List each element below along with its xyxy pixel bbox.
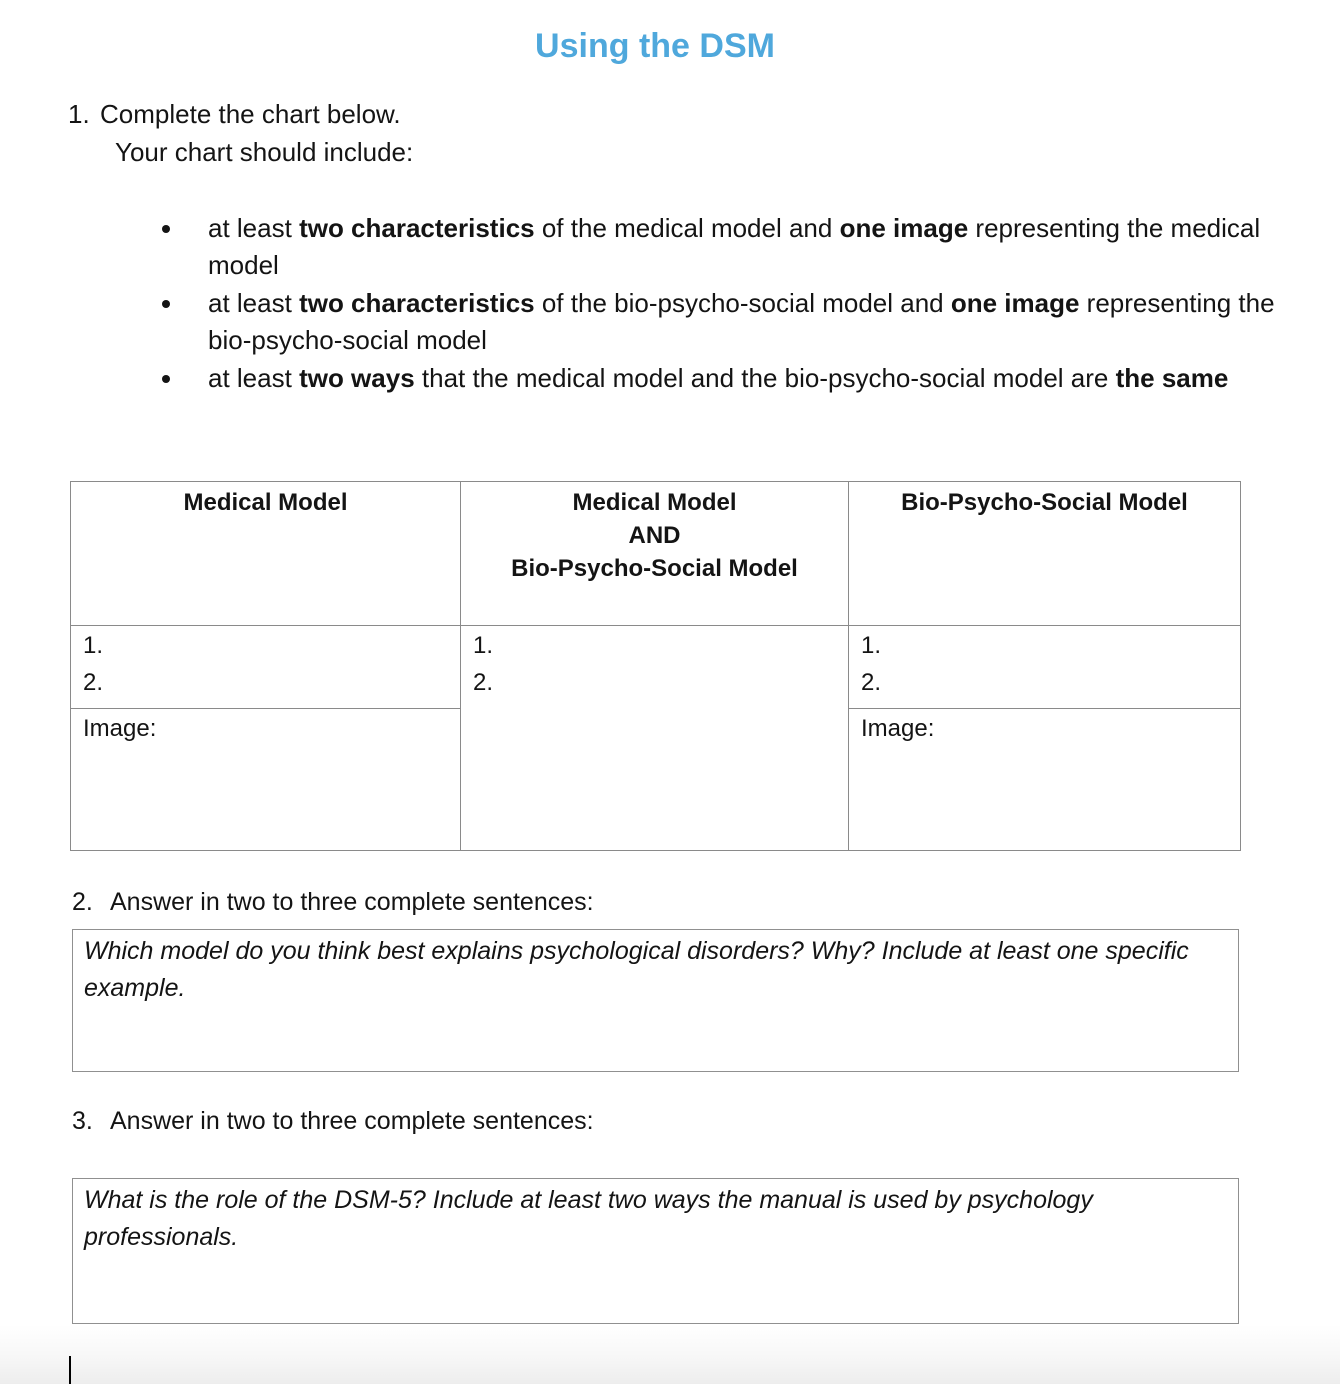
cell-biopsychosocial-image[interactable] (849, 709, 1241, 851)
image-label: Image: (83, 715, 157, 742)
list-item: 1. (861, 632, 882, 659)
cell-medical-characteristics[interactable] (71, 626, 461, 709)
header-cell-medical-model: Medical Model (71, 482, 461, 626)
text-cursor (69, 1356, 71, 1384)
header-cell-both-models: Medical Model AND Bio-Psycho-Social Model (461, 482, 849, 626)
question2-prompt: Which model do you think best explains psychological disorders? Why? Include at least one specific example. (84, 937, 1189, 1002)
question2-answer-box[interactable] (72, 929, 1239, 1072)
cell-shared-characteristics[interactable] (461, 626, 849, 851)
question3-prompt: What is the role of the DSM-5? Include at least two ways the manual is used by psychology professionals. (84, 1186, 1093, 1251)
instructions-number: 1. (68, 99, 90, 129)
question3-answer-box[interactable] (72, 1178, 1239, 1324)
question3-label (72, 1104, 594, 1138)
cell-biopsychosocial-characteristics[interactable] (849, 626, 1241, 709)
list-item: 2. (83, 669, 104, 696)
question3-label-text: Answer in two to three complete sentences: (110, 1107, 594, 1135)
list-item: 1. (473, 632, 494, 659)
image-label: Image: (861, 715, 935, 742)
instructions-heading-text: Complete the chart below. (100, 99, 401, 129)
instructions-heading (68, 95, 413, 133)
comparison-table (70, 481, 1241, 851)
table-characteristics-row (71, 626, 1241, 709)
table-header-row (71, 482, 1241, 626)
list-item: 2. (473, 669, 494, 696)
requirement-bullet-similarities: at least two ways that the medical model and the bio-psycho-social model are the same (160, 360, 1293, 397)
header-cell-biopsychosocial-model: Bio-Psycho-Social Model (849, 482, 1241, 626)
question2-number: 2. (72, 888, 93, 916)
page-bottom-fade (0, 1324, 1340, 1384)
requirement-bullet-medical: at least two characteristics of the medical model and one image representing the medical model (160, 210, 1293, 285)
list-item: 1. (83, 632, 104, 659)
instructions-subheading: Your chart should include: (115, 137, 414, 167)
instructions-block (68, 95, 413, 171)
requirements-list (160, 210, 1293, 397)
page-title: Using the DSM (535, 27, 775, 65)
question2-label-text: Answer in two to three complete sentences: (110, 888, 594, 916)
question3-number: 3. (72, 1107, 93, 1135)
question2-label (72, 885, 594, 919)
cell-medical-image[interactable] (71, 709, 461, 851)
requirement-bullet-biopsychosocial: at least two characteristics of the bio-psycho-social model and one image representing the bio-psycho-social model (160, 285, 1293, 360)
list-item: 2. (861, 669, 882, 696)
